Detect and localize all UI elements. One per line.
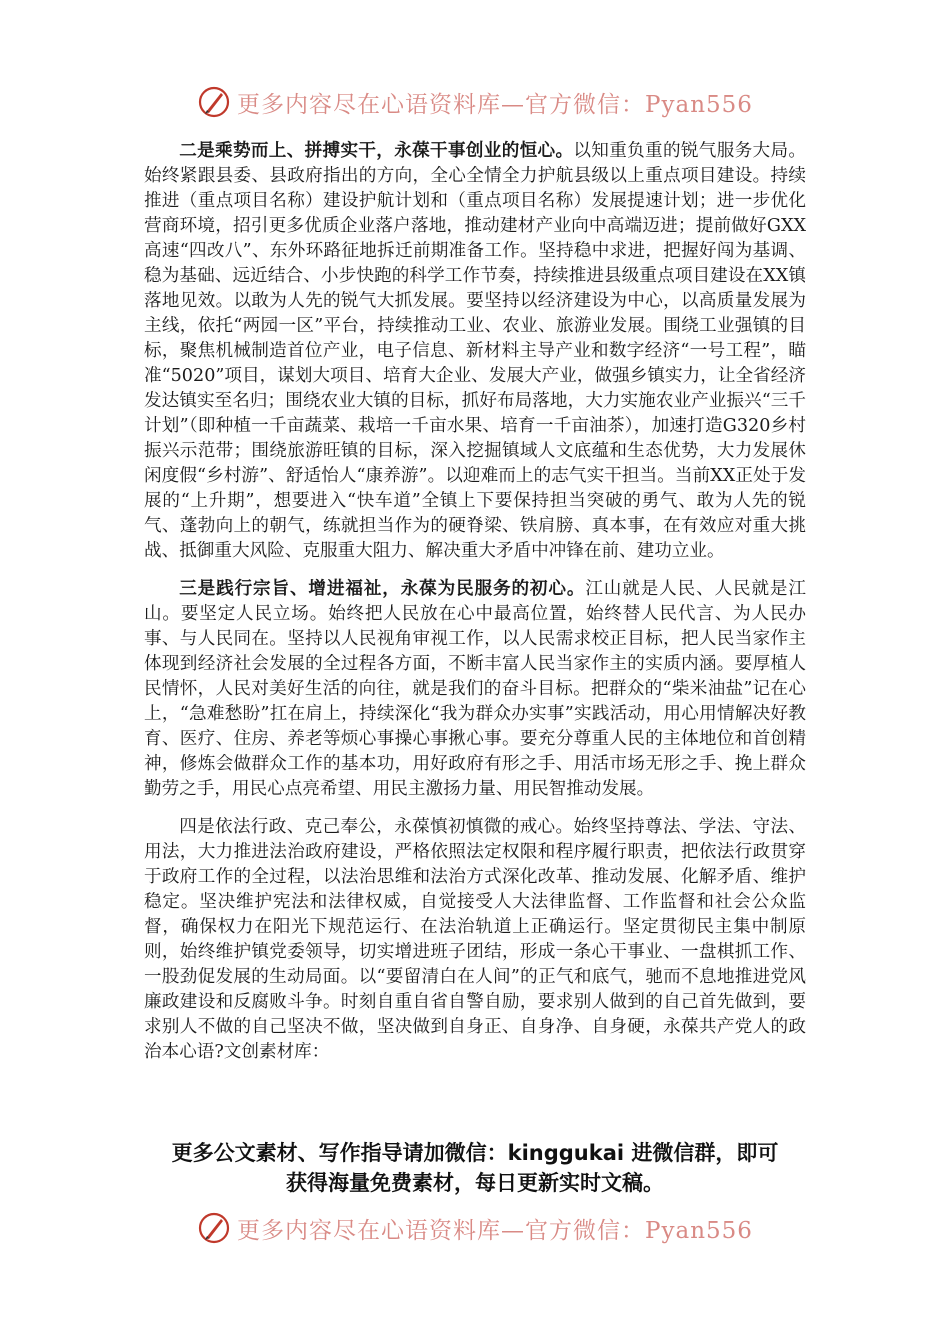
paragraph-two-body: 以知重负重的锐气服务大局。始终紧跟县委、县政府指出的方向，全心全情全力护航县级以上重点项目建设。持续推进（重点项目名称）建设护航计划和（重点项目名称）发展提速计划；进一步优化营商环境，招引更多优质企业落户落地，推动建材产业向中高端迈进；提前做好GXX高速“四改八”、东外环路征地拆迁前期准备工作。坚持稳中求进，把握好闯为基调、稳为基础、远近结合、小步快跑的科学工作节奏，持续推进县级重点项目建设在XX镇落地见效。以敢为人先的锐气大抓发展。要坚持以经济建设为中心，以高质量发展为主线，依托“两园一区”平台，持续推动工业、农业、旅游业发展。围绕工业强镇的目标，聚焦机械制造首位产业，电子信息、新材料主导产业和数字经济“一号工程”，瞄准“5020”项目，谋划大项目、培育大企业、发展大产业，做强乡镇实力，让全省经济发达镇实至名归；围绕农业大镇的目标，抓好布局落地，大力实施农业产业振兴“三千计划”（即种植一千亩蔬菜、栽培一千亩水果、培育一千亩油茶），加速打造G320乡村振兴示范带；围绕旅游旺镇的目标，深入挖掘镇域人文底蕴和生态优势，大力发展休闲度假“乡村游”、舒适怡人“康养游”。以迎难而上的志气实干担当。当前XX正处于发展的“上升期”，想要进入“快车道”全镇上下要保持担当突破的勇气、敢为人先的锐气、蓬勃向上的朝气，练就担当作为的硬脊梁、铁肩膀、真本事，在有效应对重大挑战、抵御重大风险、克服重大阻力、解决重大矛盾中冲锋在前、建功立业。 (144, 141, 806, 561)
paragraph-two (144, 139, 806, 564)
footer-banner (0, 1206, 950, 1250)
paragraph-four-body: 四是依法行政、克己奉公，永葆慎初慎微的戒心。始终坚持尊法、学法、守法、用法，大力推进法治政府建设，严格依照法定权限和程序履行职责，把依法行政贯穿于政府工作的全过程，以法治思维和法治方式深化改革、推动发展、化解矛盾、维护稳定。坚决维护宪法和法律权威，自觉接受人大法律监督、工作监督和社会公众监督，确保权力在阳光下规范运行、在法治轨道上正确运行。坚定贯彻民主集中制原则，始终维护镇党委领导，切实增进班子团结，形成一条心干事业、一盘棋抓工作、一股劲促发展的生动局面。以“要留清白在人间”的正气和底气，驰而不息地推进党风廉政建设和反腐败斗争。时刻自重自省自警自励，要求别人做到的自己首先做到，要求别人不做的自己坚决不做，坚决做到自身正、自身净、自身硬，永葆共产党人的政治本心语?文创素材库： (144, 817, 806, 1062)
paragraph-three-lead: 三是践行宗旨、增进福祉，永葆为民服务的初心。 (179, 579, 586, 599)
quill-logo-icon (197, 1211, 231, 1245)
paragraph-three-body: 江山就是人民、人民就是江山。要坚定人民立场。始终把人民放在心中最高位置，始终替人民代言、为人民办事、与人民同在。坚持以人民视角审视工作，以人民需求校正目标，把人民当家作主体现到经济社会发展的全过程各方面，不断丰富人民当家作主的实质内涵。要厚植人民情怀，人民对美好生活的向往，就是我们的奋斗目标。把群众的“柴米油盐”记在心上，“急难愁盼”扛在肩上，持续深化“我为群众办实事”实践活动，用心用情解决好教育、医疗、住房、养老等烦心事操心事揪心事。要充分尊重人民的主体地位和首创精神，修炼会做群众工作的基本功，用好政府有形之手、用活市场无形之手、挽上群众勤劳之手，用民心点亮希望、用民主激扬力量、用民智推动发展。 (144, 579, 806, 799)
paragraph-three (144, 577, 806, 802)
paragraph-four (144, 815, 806, 1065)
document-body (144, 139, 806, 1078)
promo-notice (130, 1138, 820, 1198)
header-banner (0, 80, 950, 124)
header-banner-text: 更多内容尽在心语资料库—官方微信：Pyan556 (237, 91, 753, 118)
promo-line-1: 更多公文素材、写作指导请加微信：kinggukai 进微信群，即可 (171, 1141, 779, 1165)
quill-logo-icon (197, 85, 231, 119)
promo-line-2: 获得海量免费素材，每日更新实时文稿。 (286, 1171, 664, 1195)
footer-banner-text: 更多内容尽在心语资料库—官方微信：Pyan556 (237, 1217, 753, 1244)
paragraph-two-lead: 二是乘势而上、拼搏实干，永葆干事创业的恒心。 (179, 141, 574, 161)
